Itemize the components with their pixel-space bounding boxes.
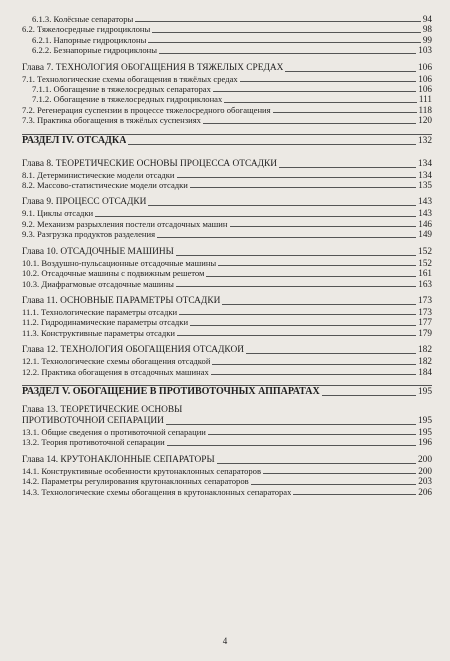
dot-leader [230,226,417,227]
toc-entry-title: 9.3. Разгрузка продуктов разделения [22,229,156,240]
toc-entry[interactable] [22,115,432,125]
dot-leader [211,374,416,375]
toc-chapter[interactable] [22,159,432,170]
toc-page-number: 203 [418,476,432,487]
toc-entry-title: 14.3. Технологические схемы обогащения в крутонаклонных сепараторах [22,486,292,497]
dot-leader [246,353,416,354]
toc-entry-title: 7.1. Технологические схемы обогащения в тяжёлых средах [22,73,238,84]
toc-page-number: 161 [418,268,432,279]
dot-leader [279,167,416,168]
toc-entry-title: 10.1. Воздушно-пульсационные отсадочные машины [22,257,217,268]
toc-page-number: 103 [418,45,432,56]
toc-entry-title: 13.1. Общие сведения о противоточной сепарации [22,426,206,437]
toc-entry-title: Глава 10. ОТСАДОЧНЫЕ МАШИНЫ [22,246,174,257]
dot-leader [293,494,416,495]
toc-page-number: 135 [418,180,432,191]
toc-page-number: 146 [418,218,432,229]
toc-entry[interactable] [22,268,432,278]
toc-page-number: 106 [418,73,432,84]
dot-leader [166,424,416,425]
dot-leader [285,71,416,72]
dot-leader [213,91,416,92]
toc-entry-title: 6.2. Тяжелосредные гидроциклоны [22,24,151,35]
toc-entry[interactable] [22,279,432,289]
dot-leader [240,81,417,82]
dot-leader [212,364,416,365]
toc-page-number: 98 [422,24,432,35]
toc-entry[interactable] [22,74,432,84]
toc-entry[interactable] [22,427,432,437]
dot-leader [176,255,416,256]
dot-leader [222,304,416,305]
toc-entry-title: 11.1. Технологические параметры отсадки [22,306,178,317]
dot-leader [167,445,416,446]
toc-chapter[interactable] [22,197,432,208]
toc-chapter[interactable] [22,345,432,356]
toc-page-number: 143 [418,208,432,219]
toc-entry-title: 7.1.1. Обогащение в тяжелосредных сепараторах [32,84,211,95]
toc-page-number: 94 [422,14,432,24]
page-number: 4 [222,636,228,646]
toc-entry[interactable] [22,229,432,239]
dot-leader [190,187,416,188]
toc-page-number: 134 [418,169,432,180]
dot-leader [157,237,416,238]
toc-page-number: 120 [418,115,432,126]
dot-leader [224,102,417,103]
toc-entry[interactable] [22,219,432,229]
toc-entry[interactable] [22,105,432,115]
toc-entry[interactable] [22,45,432,55]
toc-entry[interactable] [22,307,432,317]
toc-entry[interactable] [22,35,432,45]
toc-page-number: 182 [418,356,432,367]
toc-entry-title: РАЗДЕЛ IV. ОТСАДКА [22,134,127,146]
dot-leader [208,434,416,435]
toc-entry-title: Глава 11. ОСНОВНЫЕ ПАРАМЕТРЫ ОТСАДКИ [22,295,221,306]
toc-page-number: 99 [422,34,432,45]
toc-entry-title: 6.2.2. Безнапорные гидроциклоны [32,45,157,56]
toc-entry-title: Глава 8. ТЕОРЕТИЧЕСКИЕ ОСНОВЫ ПРОЦЕССА ОТСАДКИ [22,158,278,169]
section-gap [22,377,432,385]
toc-page-number: 134 [417,158,432,169]
toc-page-number: 195 [418,426,432,437]
toc-entry-title: 7.1.2. Обогащение в тяжелосредных гидроциклонах [32,94,223,105]
toc-entry-title: 6.2.1. Напорные гидроциклоны [32,34,147,45]
toc-entry-title: 10.3. Диафрагмовые отсадочные машины [22,278,174,289]
toc-page-number: 152 [418,257,432,268]
toc-entry-title: 8.1. Детерминистические модели отсадки [22,169,175,180]
toc-page-number: 132 [417,135,432,146]
toc-entry-title: 14.1. Конструктивные особенности крутонаклонных сепараторов [22,465,262,476]
dot-leader [135,21,421,22]
toc-entry[interactable] [22,328,432,338]
dot-leader [148,42,420,43]
toc-entry-title: 8.2. Массово-статистические модели отсадки [22,180,188,191]
dot-leader [218,265,416,266]
toc-entry-title: 11.2. Гидродинамические параметры отсадки [22,317,189,328]
toc-page-number: 143 [417,197,432,208]
toc-page-number: 196 [418,437,432,448]
toc-page-number: 152 [417,246,432,257]
toc-chapter[interactable] [22,455,432,466]
toc-page-number: 200 [418,465,432,476]
toc-entry-title: 12.2. Практика обогащения в отсадочных машинах [22,366,209,377]
dot-leader [322,395,416,396]
toc-chapter[interactable] [22,296,432,307]
toc-page-number: 173 [417,295,432,306]
toc-entry[interactable] [22,24,432,34]
dot-leader [190,325,416,326]
toc-entry-title: 6.1.3. Колёсные сепараторы [32,14,134,24]
dot-leader [152,32,421,33]
toc-section[interactable] [22,135,432,147]
toc-chapter[interactable] [22,405,432,427]
toc-entry[interactable] [22,170,432,180]
toc-page-number: 163 [418,278,432,289]
dot-leader [177,335,416,336]
toc-page-number: 184 [418,366,432,377]
toc-chapter-title-line: Глава 13. ТЕОРЕТИЧЕСКИЕ ОСНОВЫ [22,404,183,415]
dot-leader [217,463,416,464]
toc-entry[interactable] [22,84,432,94]
toc-entry[interactable] [22,367,432,377]
dot-leader [128,144,416,145]
toc-page-number: 195 [417,415,432,426]
toc-entry-title: Глава 12. ТЕХНОЛОГИЯ ОБОГАЩЕНИЯ ОТСАДКОЙ [22,345,244,356]
dot-leader [177,177,417,178]
toc-entry[interactable] [22,317,432,327]
toc-page-number: 182 [417,345,432,356]
toc-chapter-title-line: ПРОТИВОТОЧНОЙ СЕПАРАЦИИ [22,415,164,426]
toc-page-number: 206 [418,486,432,497]
toc-section[interactable] [22,386,432,398]
toc-entry[interactable] [22,258,432,268]
toc-entry[interactable] [22,487,432,497]
dot-leader [179,314,416,315]
dot-leader [251,484,417,485]
toc-entry-title: Глава 9. ПРОЦЕСС ОТСАДКИ [22,197,147,208]
toc-entry-title: Глава 7. ТЕХНОЛОГИЯ ОБОГАЩЕНИЯ В ТЯЖЁЛЫХ СРЕДАХ [22,62,284,73]
toc-page-number: 173 [418,306,432,317]
toc-page-number: 149 [418,229,432,240]
toc-entry[interactable] [22,14,432,24]
toc-entry-title: 14.2. Параметры регулирования крутонаклонных сепараторов [22,476,249,487]
dot-leader [263,473,416,474]
toc-entry[interactable] [22,208,432,218]
dot-leader [206,276,416,277]
toc-entry-title: Глава 14. КРУТОНАКЛОННЫЕ СЕПАРАТОРЫ [22,454,215,465]
toc-chapter-title-row [22,416,432,427]
section-gap [22,126,432,134]
table-of-contents [22,14,432,497]
toc-page-number: 118 [418,104,432,115]
toc-page-number: 111 [418,94,432,105]
toc-entry[interactable] [22,437,432,447]
toc-entry[interactable] [22,466,432,476]
dot-leader [95,216,416,217]
toc-entry-title: РАЗДЕЛ V. ОБОГАЩЕНИЕ В ПРОТИВОТОЧНЫХ АППАРАТАХ [22,385,320,397]
toc-page-number: 106 [418,84,432,95]
toc-page-number: 106 [417,62,432,73]
toc-entry-title: 7.2. Регенерация суспензии в процессе тяжелосредного обогащения [22,104,271,115]
toc-page-number: 179 [418,327,432,338]
dot-leader [176,286,416,287]
toc-entry-title: 12.1. Технологические схемы обогащения отсадкой [22,356,211,367]
toc-entry[interactable] [22,94,432,104]
toc-entry[interactable] [22,180,432,190]
toc-page-number: 200 [417,454,432,465]
toc-entry-title: 10.2. Отсадочные машины с подвижным решетом [22,268,205,279]
toc-chapter[interactable] [22,247,432,258]
toc-entry[interactable] [22,356,432,366]
toc-entry-title: 9.1. Циклы отсадки [22,208,94,219]
toc-entry-title: 13.2. Теория противоточной сепарации [22,437,165,448]
toc-entry-title: 11.3. Конструктивные параметры отсадки [22,327,175,338]
dot-leader [159,53,416,54]
toc-entry-title: 9.2. Механизм разрыхления постели отсадочных машин [22,218,228,229]
toc-page-number: 195 [417,386,432,397]
toc-entry[interactable] [22,476,432,486]
dot-leader [148,205,416,206]
dot-leader [203,123,416,124]
toc-chapter[interactable] [22,63,432,74]
toc-entry-title: 7.3. Практика обогащения в тяжёлых суспензиях [22,115,201,126]
toc-page-number: 177 [418,317,432,328]
dot-leader [273,112,417,113]
